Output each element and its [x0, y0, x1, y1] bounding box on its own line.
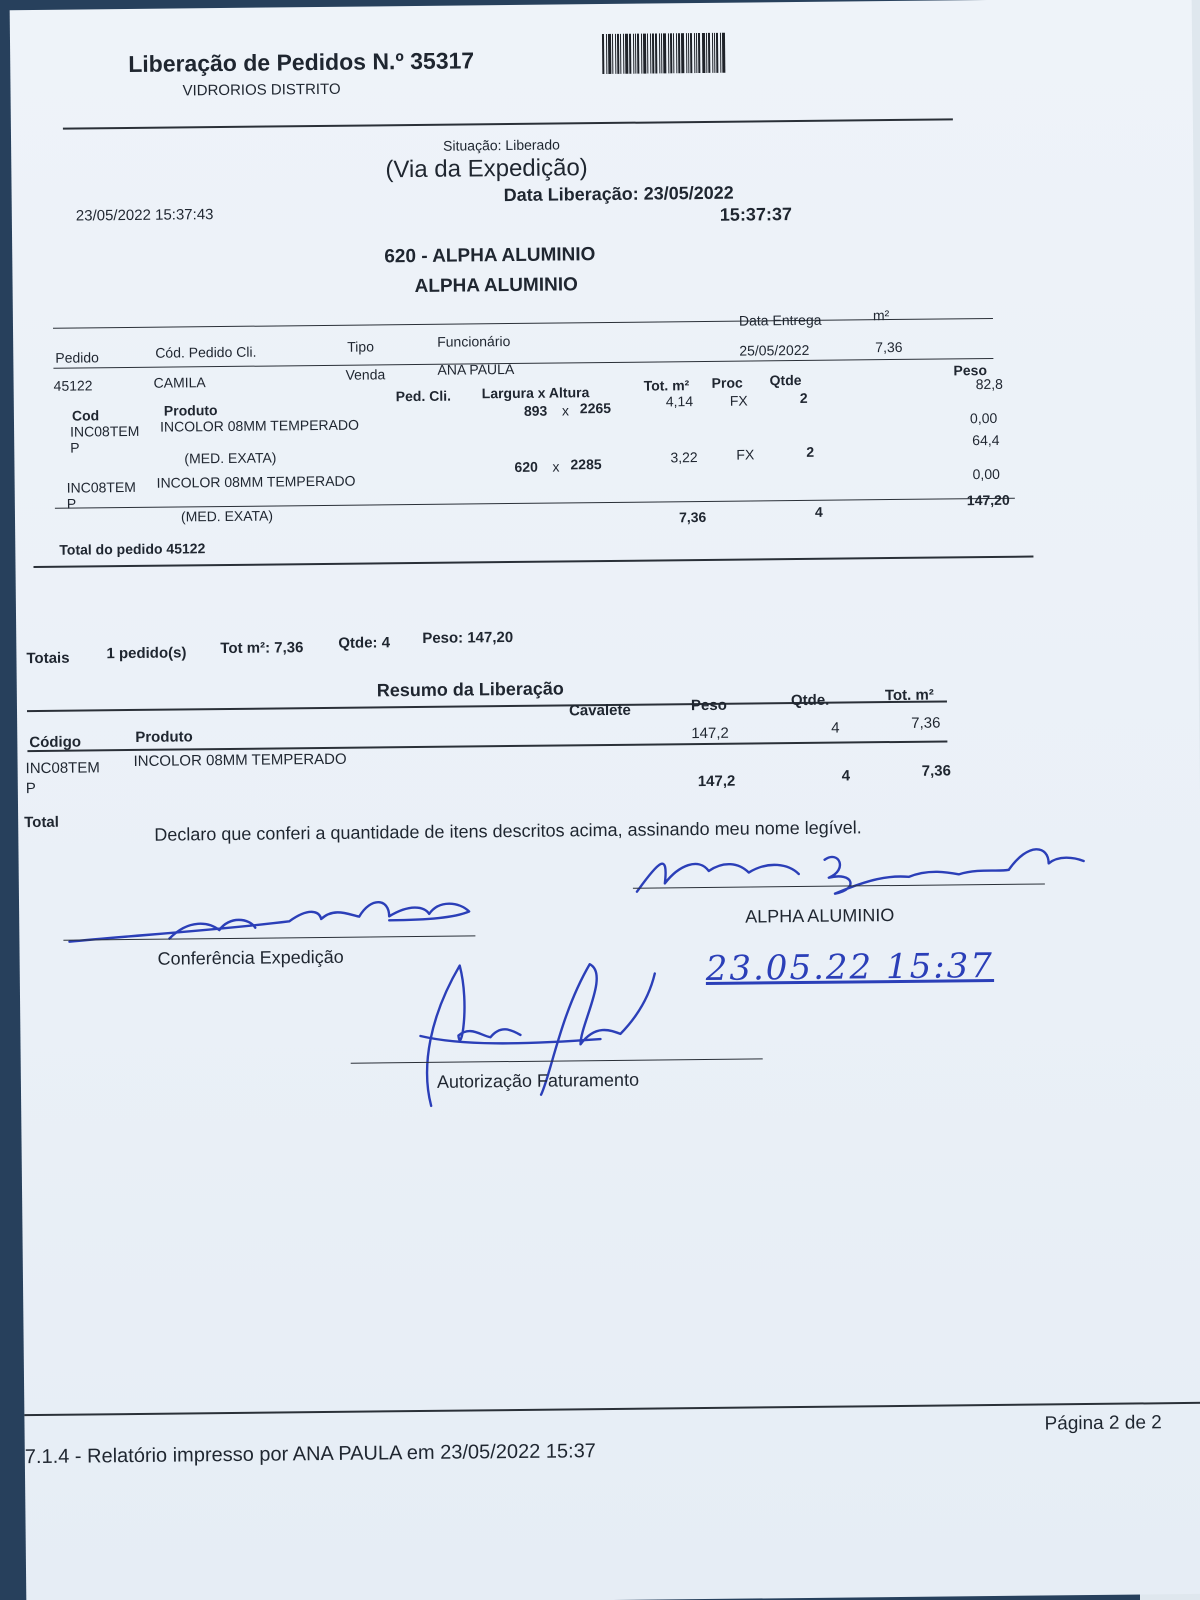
- signature-cliente: [628, 827, 1099, 902]
- item-cod: INC08TEM: [70, 422, 140, 440]
- summary-header-codigo: Código: [29, 733, 82, 752]
- signature-label-cliente: ALPHA ALUMINIO: [745, 905, 895, 927]
- barcode-bar: [681, 33, 684, 73]
- column-header-m2: m²: [872, 307, 890, 324]
- summary-total-peso: 147,2: [697, 772, 736, 791]
- barcode-bar: [608, 34, 611, 74]
- totals-qtde: Qtde: 4: [338, 634, 391, 652]
- summary-total-label: Total: [24, 813, 59, 832]
- summary-header-qtde: Qtde.: [790, 691, 830, 710]
- item-peso-secondary: 0,00: [972, 465, 1000, 483]
- item-qtde: 2: [799, 389, 808, 406]
- item-peso-secondary: 0,00: [969, 409, 998, 427]
- data-entrega-value: 25/05/2022: [739, 341, 810, 359]
- divider: [33, 556, 1033, 568]
- item-proc: FX: [729, 392, 748, 409]
- item-dim-separator: x: [561, 402, 569, 419]
- barcode-bar: [643, 34, 646, 74]
- m2-value: 7,36: [875, 338, 903, 356]
- summary-tot-m2: 7,36: [911, 714, 941, 732]
- column-header-cod-pedido-cli: Cód. Pedido Cli.: [155, 343, 257, 361]
- footer-page-number: Página 2 de 2: [1044, 1412, 1162, 1435]
- column-header-tipo: Tipo: [347, 338, 375, 355]
- column-header-ped-cli: Ped. Cli.: [395, 387, 452, 405]
- pedido-value: 45122: [53, 377, 93, 394]
- order-total-peso: 147,20: [966, 491, 1010, 509]
- funcionario-value: ANA PAULA: [437, 360, 515, 378]
- barcode-bar: [716, 33, 718, 73]
- summary-codigo: INC08TEM: [25, 759, 100, 778]
- summary-title: Resumo da Liberação: [376, 678, 564, 701]
- item-cod-continuation: P: [70, 439, 80, 456]
- handwritten-date: 23.05.22 15:37: [705, 945, 995, 989]
- summary-qtde: 4: [831, 719, 840, 737]
- column-header-data-entrega: Data Entrega: [738, 311, 822, 329]
- barcode-bar: [647, 34, 648, 74]
- barcode-bar: [655, 33, 657, 73]
- item-largura: 620: [514, 458, 538, 475]
- item-altura: 2265: [579, 399, 612, 417]
- copy-label: (Via da Expedição): [385, 154, 588, 184]
- item-qtde: 2: [806, 443, 815, 460]
- barcode-bar: [612, 34, 613, 74]
- item-produto: INCOLOR 08MM TEMPERADO: [156, 472, 356, 491]
- column-header-largura-altura: Largura x Altura: [481, 384, 590, 402]
- column-header-funcionario: Funcionário: [437, 333, 511, 350]
- item-cod-continuation: P: [66, 495, 77, 512]
- release-date: Data Liberação: 23/05/2022: [503, 182, 734, 206]
- barcode-bar: [663, 33, 666, 73]
- barcode-bar: [702, 33, 705, 73]
- client-name: ALPHA ALUMINIO: [414, 274, 578, 298]
- barcode-bar: [617, 34, 619, 74]
- order-total-m2: 7,36: [678, 508, 707, 526]
- declaration-text: Declaro que conferi a quantidade de itens descritos acima, assinando meu nome legível.: [154, 817, 862, 845]
- cod-pedido-cli-value: CAMILA: [153, 374, 206, 391]
- signature-label-conferencia: Conferência Expedição: [157, 946, 344, 969]
- item-proc: FX: [736, 446, 755, 463]
- summary-peso: 147,2: [691, 724, 729, 743]
- summary-header-tot-m2: Tot. m²: [884, 686, 934, 705]
- item-largura: 893: [523, 402, 548, 419]
- release-time: 15:37:37: [719, 204, 793, 225]
- item-produto: INCOLOR 08MM TEMPERADO: [159, 416, 360, 435]
- summary-produto: INCOLOR 08MM TEMPERADO: [133, 750, 347, 770]
- column-header-proc: Proc: [711, 374, 743, 391]
- item-tot-m2: 4,14: [665, 393, 694, 410]
- client-code-name: 620 - ALPHA ALUMINIO: [384, 244, 596, 268]
- item-peso: 64,4: [972, 431, 1000, 449]
- totals-label: Totais: [26, 649, 70, 668]
- barcode-bar: [670, 33, 672, 73]
- tipo-value: Venda: [345, 366, 386, 383]
- barcode: [602, 32, 758, 74]
- item-peso: 82,8: [975, 375, 1003, 393]
- totals-m2: Tot m²: 7,36: [220, 639, 304, 658]
- item-obs: (MED. EXATA): [184, 449, 277, 467]
- summary-header-peso: Peso: [690, 696, 727, 715]
- summary-total-m2: 7,36: [921, 762, 951, 780]
- item-cod: INC08TEM: [66, 478, 136, 496]
- divider: [55, 498, 1015, 509]
- print-datetime: 23/05/2022 15:37:43: [75, 206, 214, 225]
- status-label: Situação: Liberado: [443, 136, 560, 154]
- barcode-bar: [652, 33, 654, 73]
- summary-header-cavalete: Cavalete: [568, 701, 631, 720]
- document-page: [10, 0, 1200, 1600]
- barcode-bar: [629, 34, 631, 74]
- column-header-peso: Peso: [953, 362, 988, 379]
- footer-divider: [10, 1402, 1200, 1417]
- divider: [63, 118, 953, 129]
- barcode-bar: [722, 33, 725, 73]
- footer-printed-by: v7.1.4 - Relatório impresso por ANA PAULA em 23/05/2022 15:37: [14, 1440, 596, 1469]
- column-header-tot-m2: Tot. m²: [643, 377, 690, 394]
- item-dim-separator: x: [552, 458, 560, 475]
- column-header-pedido: Pedido: [55, 349, 99, 366]
- summary-total-qtde: 4: [841, 767, 851, 785]
- column-header-cod: Cod: [71, 407, 100, 424]
- barcode-bar: [690, 33, 692, 73]
- order-total-qtde: 4: [814, 503, 823, 520]
- company-name: VIDRORIOS DISTRITO: [182, 80, 341, 100]
- summary-codigo-continuation: P: [25, 780, 36, 798]
- barcode-bar: [678, 33, 680, 73]
- barcode-bar: [620, 34, 621, 74]
- item-altura: 2285: [570, 456, 602, 473]
- column-header-produto: Produto: [163, 402, 218, 419]
- item-obs: (MED. EXATA): [180, 507, 274, 525]
- barcode-bar: [637, 34, 639, 74]
- totals-peso: Peso: 147,20: [422, 628, 514, 647]
- divider: [53, 318, 993, 329]
- summary-header-produto: Produto: [135, 728, 193, 746]
- barcode-bar: [602, 34, 604, 74]
- barcode-bar: [625, 34, 628, 74]
- barcode-bar: [708, 33, 710, 73]
- barcode-bar: [673, 33, 674, 73]
- item-tot-m2: 3,22: [670, 449, 698, 466]
- barcode-bar: [698, 33, 700, 73]
- column-header-qtde: Qtde: [769, 371, 802, 389]
- order-total-label: Total do pedido 45122: [59, 540, 206, 558]
- document-title: Liberação de Pedidos N.º 35317: [128, 47, 475, 77]
- signature-label-autorizacao: Autorização Faturamento: [436, 1069, 640, 1092]
- totals-pedidos: 1 pedido(s): [106, 644, 187, 663]
